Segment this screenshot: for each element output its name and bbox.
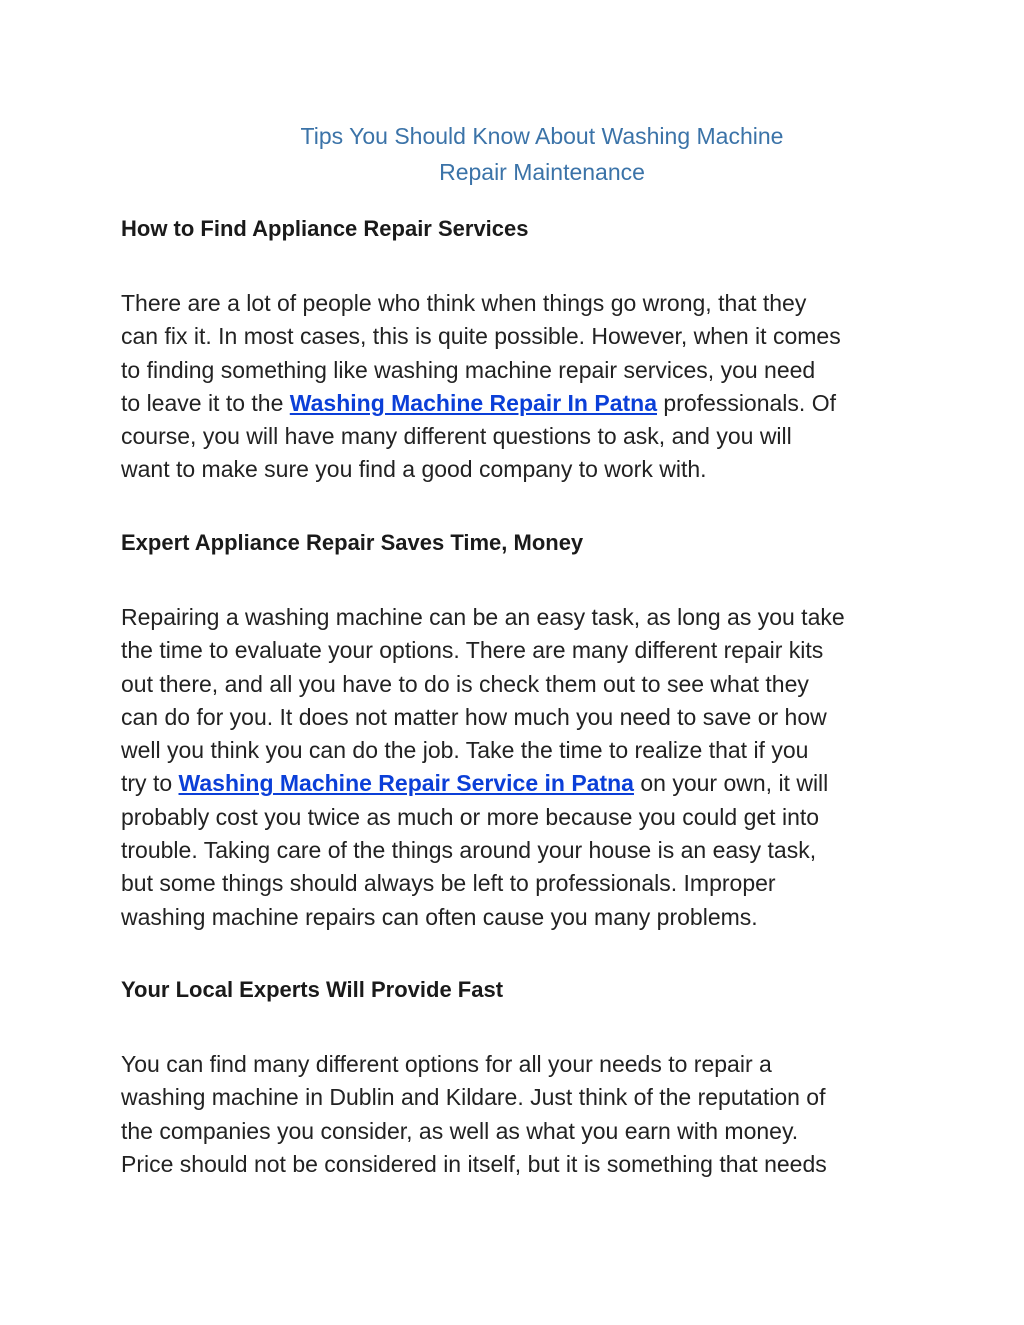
paragraph-line: well you think you can do the job. Take the time to realize that if you — [121, 737, 809, 764]
paragraph-line: Repairing a washing machine can be an easy task, as long as you take — [121, 604, 845, 630]
paragraph-line: washing machine in Dublin and Kildare. Just think of the reputation of — [121, 1084, 826, 1111]
paragraph-line-with-link — [121, 767, 911, 800]
paragraph-line: There are a lot of people who think when things go wrong, that they — [121, 290, 807, 316]
paragraph-line: trouble. Taking care of the things around your house is an easy task, — [121, 837, 817, 864]
link-suffix-text: on your own, it will — [633, 770, 829, 797]
section-heading: How to Find Appliance Repair Services — [121, 216, 529, 241]
section-paragraph — [121, 287, 911, 487]
link-prefix-text: try to — [121, 770, 179, 797]
section-heading: Your Local Experts Will Provide Fast — [121, 977, 504, 1002]
section-paragraph — [121, 1048, 911, 1181]
washing-machine-repair-in-patna-link[interactable]: Washing Machine Repair In Patna — [289, 389, 657, 416]
section-paragraph — [121, 601, 911, 934]
paragraph-line: You can find many different options for all your needs to repair a — [121, 1051, 772, 1077]
paragraph-line: out there, and all you have to do is check them out to see what they — [121, 670, 809, 697]
document-title-line-1: Tips You Should Know About Washing Machine — [300, 123, 784, 149]
link-suffix-text: professionals. Of — [657, 389, 836, 416]
paragraph-line: the time to evaluate your options. There are many different repair kits — [121, 637, 824, 664]
paragraph-line: the companies you consider, as well as what you earn with money. — [121, 1117, 799, 1144]
paragraph-line-with-link — [121, 387, 911, 420]
paragraph-line: can fix it. In most cases, this is quite possible. However, when it comes — [121, 323, 841, 350]
paragraph-line: Price should not be considered in itself, but it is something that needs — [121, 1150, 827, 1177]
paragraph-line: washing machine repairs can often cause you many problems. — [121, 903, 758, 930]
section-heading: Expert Appliance Repair Saves Time, Money — [121, 530, 584, 555]
paragraph-line: can do for you. It does not matter how much you need to save or how — [121, 703, 827, 730]
paragraph-line: course, you will have many different questions to ask, and you will — [121, 423, 792, 450]
paragraph-line: to finding something like washing machine repair services, you need — [121, 356, 816, 383]
paragraph-line: want to make sure you find a good company to work with. — [121, 456, 707, 483]
link-prefix-text: to leave it to the — [121, 389, 290, 416]
document-title-line-2: Repair Maintenance — [439, 159, 645, 185]
paragraph-line: probably cost you twice as much or more because you could get into — [121, 803, 820, 830]
paragraph-line: but some things should always be left to professionals. Improper — [121, 870, 776, 897]
washing-machine-repair-service-in-patna-link[interactable]: Washing Machine Repair Service in Patna — [178, 770, 634, 797]
